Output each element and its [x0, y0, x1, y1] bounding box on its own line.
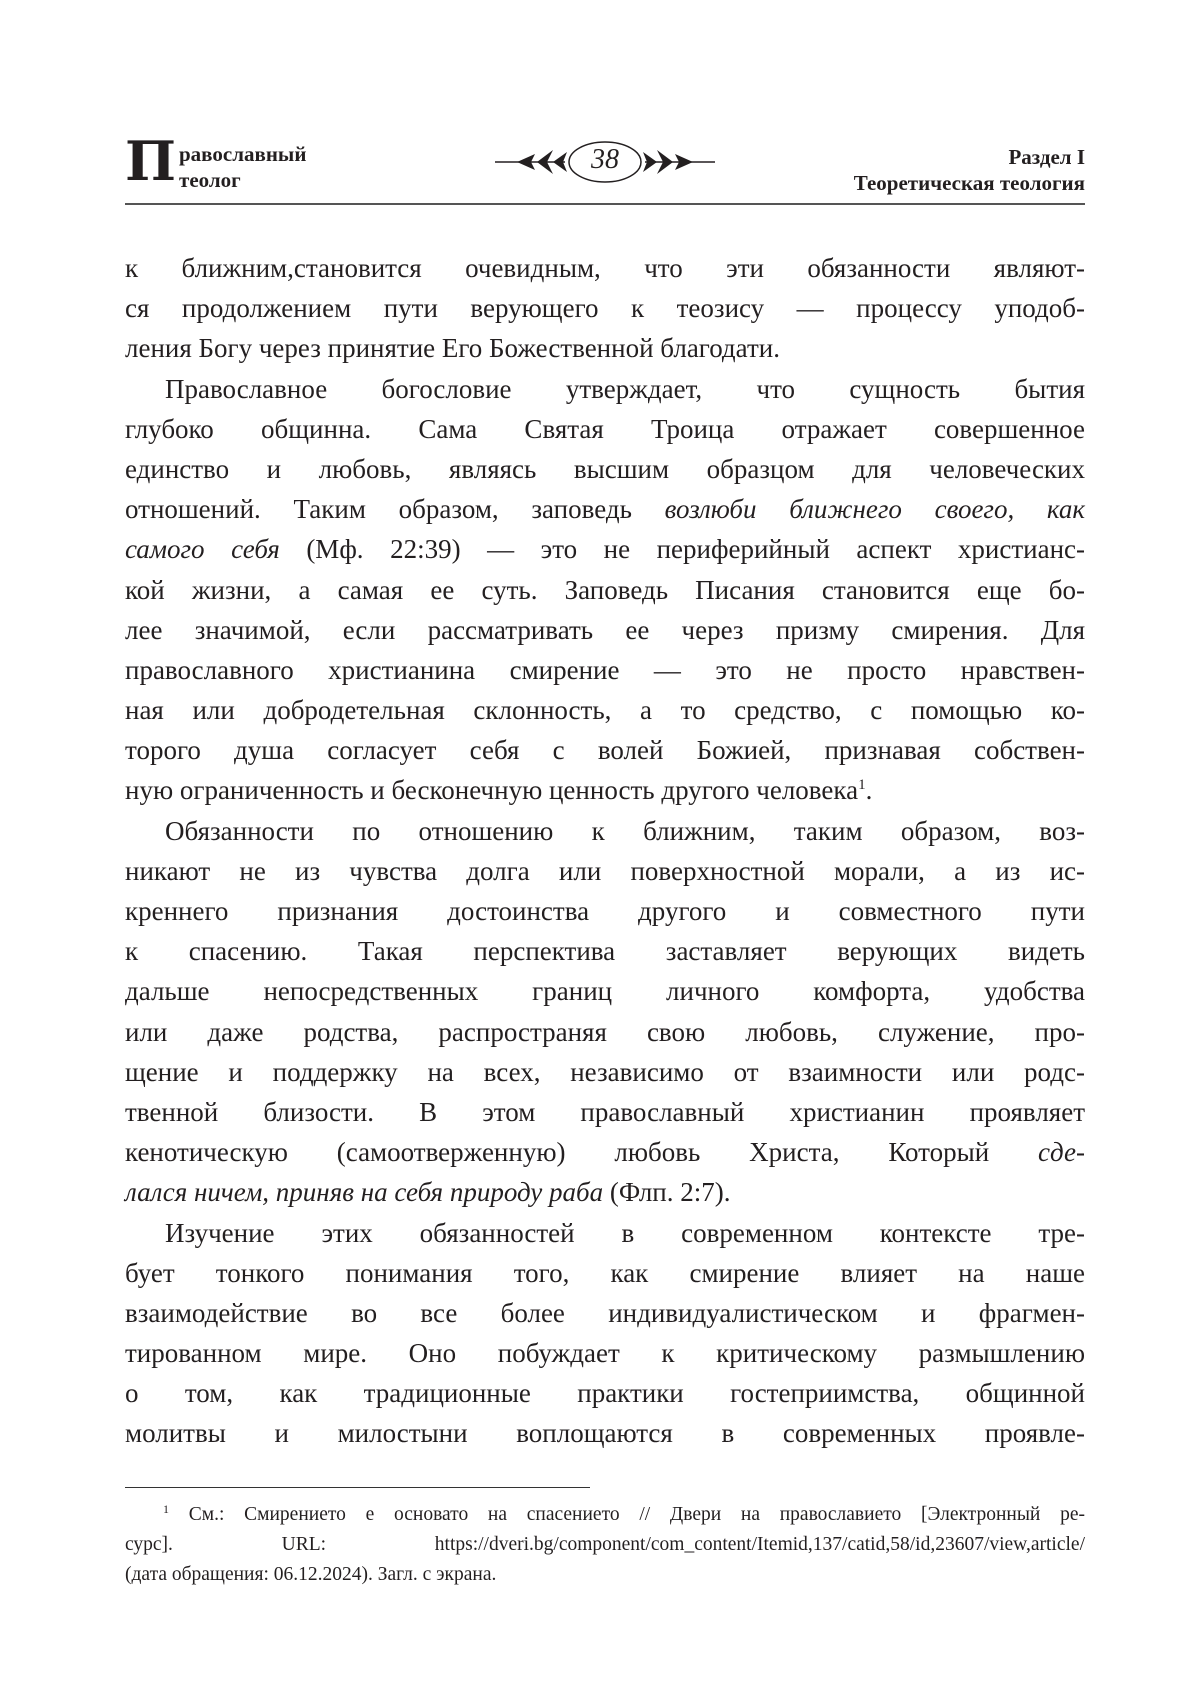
text-segment: Обязанности по отношению к ближним, таким образом, воз- [165, 815, 1085, 846]
text-line [125, 529, 1085, 569]
text-segment: (Флп. 2:7). [603, 1177, 731, 1208]
text-line [125, 1012, 1085, 1052]
text-line [125, 770, 1085, 810]
text-segment: о том, как традиционные практики гостеприимства, общинной [125, 1378, 1085, 1409]
text-line [125, 1293, 1085, 1333]
footnote-line-1: См.: Смирениeто е основато на спасението // Двери на православието [Электронный ре- [188, 1504, 1085, 1525]
text-line [125, 489, 1085, 529]
footnote-line-3: (дата обращения: 06.12.2024). Загл. с экрана. [125, 1564, 497, 1585]
italic-quote: лался ничем, приняв на себя природу раба [125, 1177, 604, 1208]
text-segment: лее значимой, если рассматривать ее через призму смирения. Для [125, 614, 1085, 645]
text-segment: к спасению. Такая перспектива заставляет верующих видеть [125, 936, 1085, 967]
text-segment: ся продолжением пути верующего к теозису — процессу уподоб- [125, 293, 1085, 324]
footnote [125, 1500, 1085, 1590]
text-segment: глубоко общинна. Сама Святая Троица отражает совершенное [125, 413, 1085, 444]
text-line [125, 851, 1085, 891]
text-segment: ная или добродетельная склонность, а то средство, с помощью ко- [125, 695, 1085, 726]
text-line [125, 971, 1085, 1011]
text-line [125, 449, 1085, 489]
logo-line-2: теолог [179, 168, 241, 192]
footnote-reference: 1 [858, 777, 866, 794]
text-segment: дальше непосредственных границ личного комфорта, удобства [125, 976, 1085, 1007]
text-line [125, 328, 1085, 368]
text-line [125, 931, 1085, 971]
text-line [125, 570, 1085, 610]
text-segment: православного христианина смирение — это не просто нравствен- [125, 654, 1085, 685]
text-segment: твенной близости. В этом православный христианин проявляет [125, 1096, 1085, 1127]
text-line [125, 1213, 1085, 1253]
section-heading [854, 144, 1085, 196]
italic-quote: возлюби ближнего своего, как [664, 494, 1086, 525]
text-line [125, 1132, 1085, 1172]
text-line [125, 369, 1085, 409]
header-rule [125, 203, 1085, 205]
footnote-line-2: сурс]. URL: https://dveri.bg/component/com_content/Itemid,137/catid,58/id,23607/view,article/ [125, 1534, 1085, 1555]
logo-initial: П [125, 129, 176, 193]
text-line [125, 288, 1085, 328]
text-line [125, 650, 1085, 690]
text-segment: взаимодействие во все более индивидуалистическом и фрагмен- [125, 1297, 1085, 1328]
text-segment: щение и поддержку на всех, независимо от взаимности или родс- [125, 1056, 1085, 1087]
section-title: Теоретическая теология [853, 171, 1085, 195]
text-segment: креннего признания достоинства другого и совместного пути [125, 896, 1085, 926]
text-segment: ления Богу через принятие Его Божественной благодати. [125, 333, 780, 364]
text-segment: молитвы и милостыни воплощаются в современных проявле- [125, 1418, 1085, 1449]
text-line [125, 1413, 1085, 1453]
page-number: 38 [591, 144, 619, 175]
text-line [125, 730, 1085, 770]
text-segment: Изучение этих обязанностей в современном контексте тре- [165, 1217, 1085, 1248]
section-label: Раздел I [1008, 145, 1085, 169]
logo-line-1: равославный [179, 142, 307, 166]
text-line [125, 610, 1085, 650]
italic-quote: самого себя [125, 534, 280, 565]
text-segment: Православное богословие утверждает, что сущность бытия [165, 373, 1085, 404]
text-segment: бует тонкого понимания того, как смирение влияет на наше [125, 1257, 1085, 1288]
text-line [125, 1373, 1085, 1413]
text-segment: единство и любовь, являясь высшим образцом для человеческих [125, 453, 1085, 484]
text-line [125, 1172, 1085, 1212]
text-segment: торого душа согласует себя с волей Божией, признавая собствен- [125, 735, 1085, 766]
text-line [125, 811, 1085, 851]
text-segment: кой жизни, а самая ее суть. Заповедь Писания становится еще бо- [125, 574, 1085, 605]
text-line [125, 1333, 1085, 1373]
page-number-ornament [495, 140, 715, 184]
body-text [125, 248, 1085, 1454]
text-segment: кенотическую (самоотверженную) любовь Христа, Который [125, 1137, 1039, 1168]
text-line [125, 1092, 1085, 1132]
journal-logo [125, 129, 325, 194]
text-line [125, 690, 1085, 730]
text-segment: ную ограниченность и бесконечную ценность другого человека [125, 775, 859, 806]
text-line [125, 1052, 1085, 1092]
text-line [125, 1253, 1085, 1293]
text-segment: отношений. Таким образом, заповедь [125, 494, 665, 525]
text-segment: никают не из чувства долга или поверхностной морали, а из ис- [125, 855, 1085, 886]
text-line [125, 248, 1085, 288]
text-segment: или даже родства, распространяя свою любовь, служение, про- [125, 1016, 1085, 1047]
italic-quote: сде- [1038, 1137, 1085, 1168]
text-line [125, 891, 1085, 931]
text-segment: . [865, 775, 873, 806]
text-line [125, 409, 1085, 449]
footnote-marker: 1 [163, 1502, 169, 1516]
running-header [125, 129, 1085, 204]
text-segment: к ближним,становится очевидным, что эти обязанности являют- [125, 253, 1085, 283]
text-segment: (Мф. 22:39) — это не периферийный аспект христианс- [279, 534, 1086, 565]
footnote-rule [125, 1487, 590, 1488]
text-segment: тированном мире. Оно побуждает к критическому размышлению [125, 1338, 1085, 1369]
